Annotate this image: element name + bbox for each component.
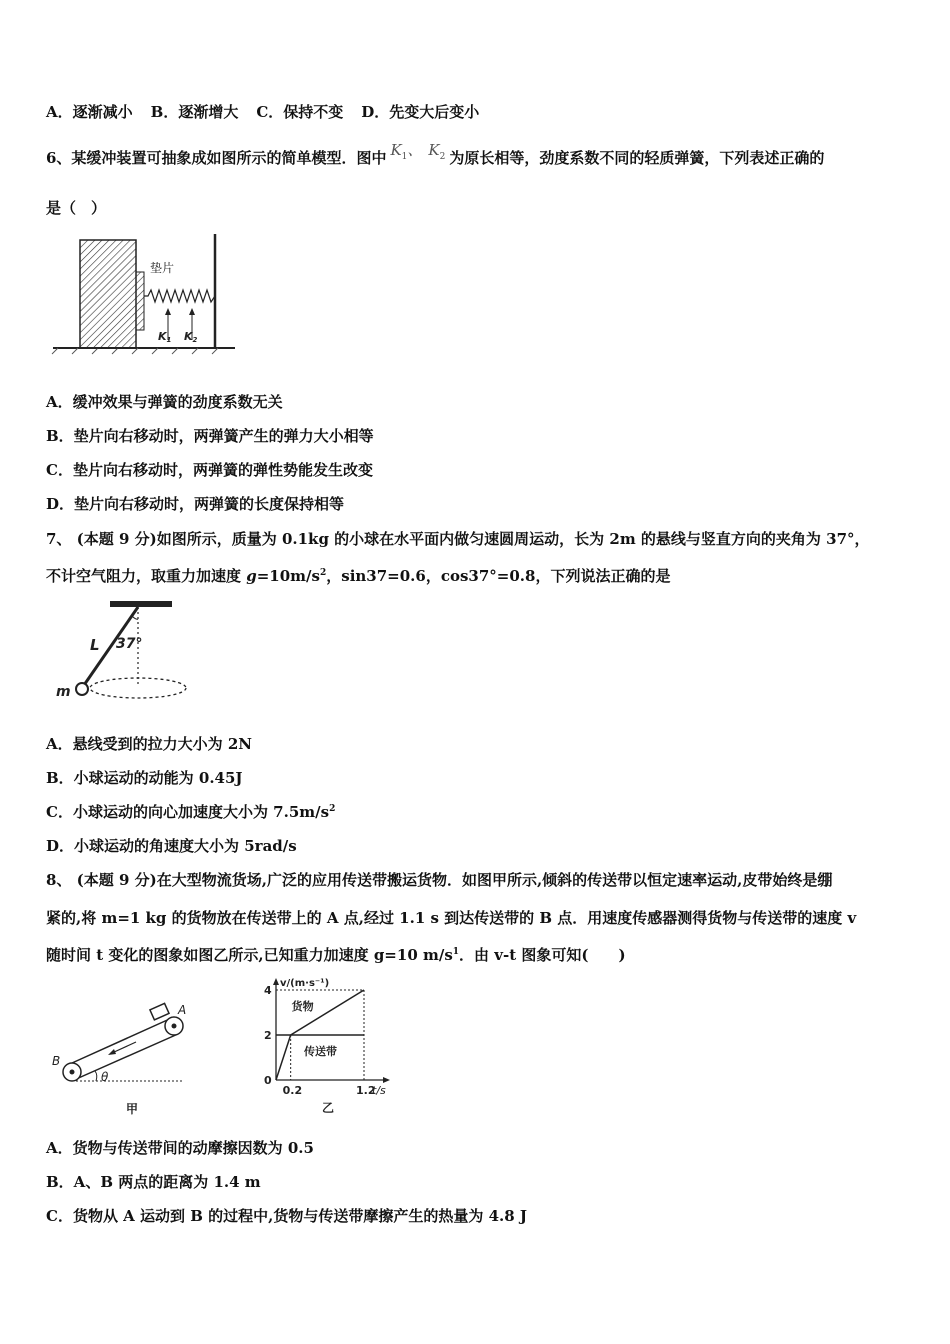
q8-option-b: B．A、B 两点的距离为 1.4 m <box>46 1173 261 1191</box>
y-tick-label-2: 2 <box>264 1029 272 1042</box>
q7-stem-line2: 不计空气阻力，取重力加速度 $g=10m/s^2$，sin37=0.6，cos37°=0.8，下列说法正确的是 <box>46 567 671 585</box>
y-axis-label: v/(m·s⁻¹) <box>280 978 330 989</box>
x-axis-arrow <box>383 1077 390 1083</box>
cargo-box <box>150 1003 169 1020</box>
label-b: B <box>52 1054 61 1068</box>
buffer-block <box>80 240 136 348</box>
fig-k2-label: K2 <box>184 330 198 344</box>
pad <box>136 272 144 330</box>
series-label-goods: 货物 <box>291 999 314 1013</box>
mass-label: m <box>56 684 71 700</box>
q5-option-a: A．逐渐减小 <box>46 103 133 121</box>
q8-figure-jia <box>46 995 206 1125</box>
q7-option-d: D．小球运动的角速度大小为 5rad/s <box>46 837 297 855</box>
caption-yi: 乙 <box>322 1101 335 1115</box>
q8-option-c: C．货物从 A 运动到 B 的过程中,货物与传送带摩擦产生的热量为 4.8 J <box>46 1207 528 1225</box>
origin-label: 0 <box>264 1074 272 1087</box>
q7-figure-pendulum <box>52 598 212 713</box>
angle-label: 37° <box>116 636 143 652</box>
q7-option-a: A．悬线受到的拉力大小为 2N <box>46 735 253 753</box>
q6-k-labels: $K_1$、 $K_2$ <box>390 141 446 162</box>
q7-option-c: C．小球运动的向心加速度大小为 $7.5m/s^2$ <box>46 803 336 821</box>
length-label: L <box>90 636 100 654</box>
q6-option-c: C．垫片向右移动时，两弹簧的弹性势能发生改变 <box>46 461 373 479</box>
fig-k1-label: K1 <box>158 330 172 344</box>
ceiling <box>110 601 172 607</box>
spring <box>144 290 215 302</box>
q6-stem-line2: 是（ ） <box>46 199 107 217</box>
q8-option-a: A．货物与传送带间的动摩擦因数为 0.5 <box>46 1139 314 1157</box>
q5-option-c: C．保持不变 <box>256 103 344 121</box>
q6-figure-buffer <box>50 228 240 358</box>
x-tick-label-1: 1.2 <box>356 1084 376 1097</box>
q7-stem-line1: 7、 (本题 9 分)如图所示，质量为 0.1kg 的小球在水平面内做匀速圆周运动，长为 2m 的悬线与竖直方向的夹角为 37°， <box>46 530 870 548</box>
x-tick-label-0: 0.2 <box>282 1084 303 1097</box>
x-axis-label: t/s <box>372 1084 386 1097</box>
q8-stem-line1: 8、 (本题 9 分)在大型物流货场,广泛的应用传送带搬运货物．如图甲所示,倾斜的传送带以恒定速率运动,皮带始终是绷 <box>46 871 833 889</box>
label-theta: θ <box>101 1070 109 1084</box>
q5-option-b: B．逐渐增大 <box>150 103 239 121</box>
orbit <box>90 678 186 698</box>
q7-option-b: B．小球运动的动能为 0.45J <box>46 769 243 787</box>
q8-stem-line3: 随时间 t 变化的图象如图乙所示,已知重力加速度 g=10 $m/s^1$．由 v-t 图象可知( ) <box>46 946 626 964</box>
y-tick-label-4: 4 <box>264 984 272 997</box>
y-axis-arrow <box>273 978 279 985</box>
caption-jia: 甲 <box>126 1102 139 1116</box>
q8-stem-line2: 紧的,将 m=1 kg 的货物放在传送带上的 A 点,经过 1.1 s 到达传送带的 B 点．用速度传感器测得货物与传送带的速度 v <box>46 909 857 927</box>
label-a: A <box>178 1003 187 1017</box>
q5-option-d: D．先变大后变小 <box>361 103 480 121</box>
q8-figure-yi-chart <box>258 978 428 1117</box>
q5-options <box>46 102 479 122</box>
q6-option-b: B．垫片向右移动时，两弹簧产生的弹力大小相等 <box>46 427 374 445</box>
series-label-belt: 传送带 <box>304 1044 337 1058</box>
q6-option-a: A．缓冲效果与弹簧的劲度系数无关 <box>46 393 283 411</box>
q6-stem-line1: 6、某缓冲装置可抽象成如图所示的简单模型．图中 $K_1$、 $K_2$ 为原长相等，劲度系数不同的轻质弹簧，下列表述正确的 <box>46 141 825 167</box>
q6-option-d: D．垫片向右移动时，两弹簧的长度保持相等 <box>46 495 345 513</box>
ball <box>76 683 88 695</box>
pad-label: 垫片 <box>150 261 175 275</box>
